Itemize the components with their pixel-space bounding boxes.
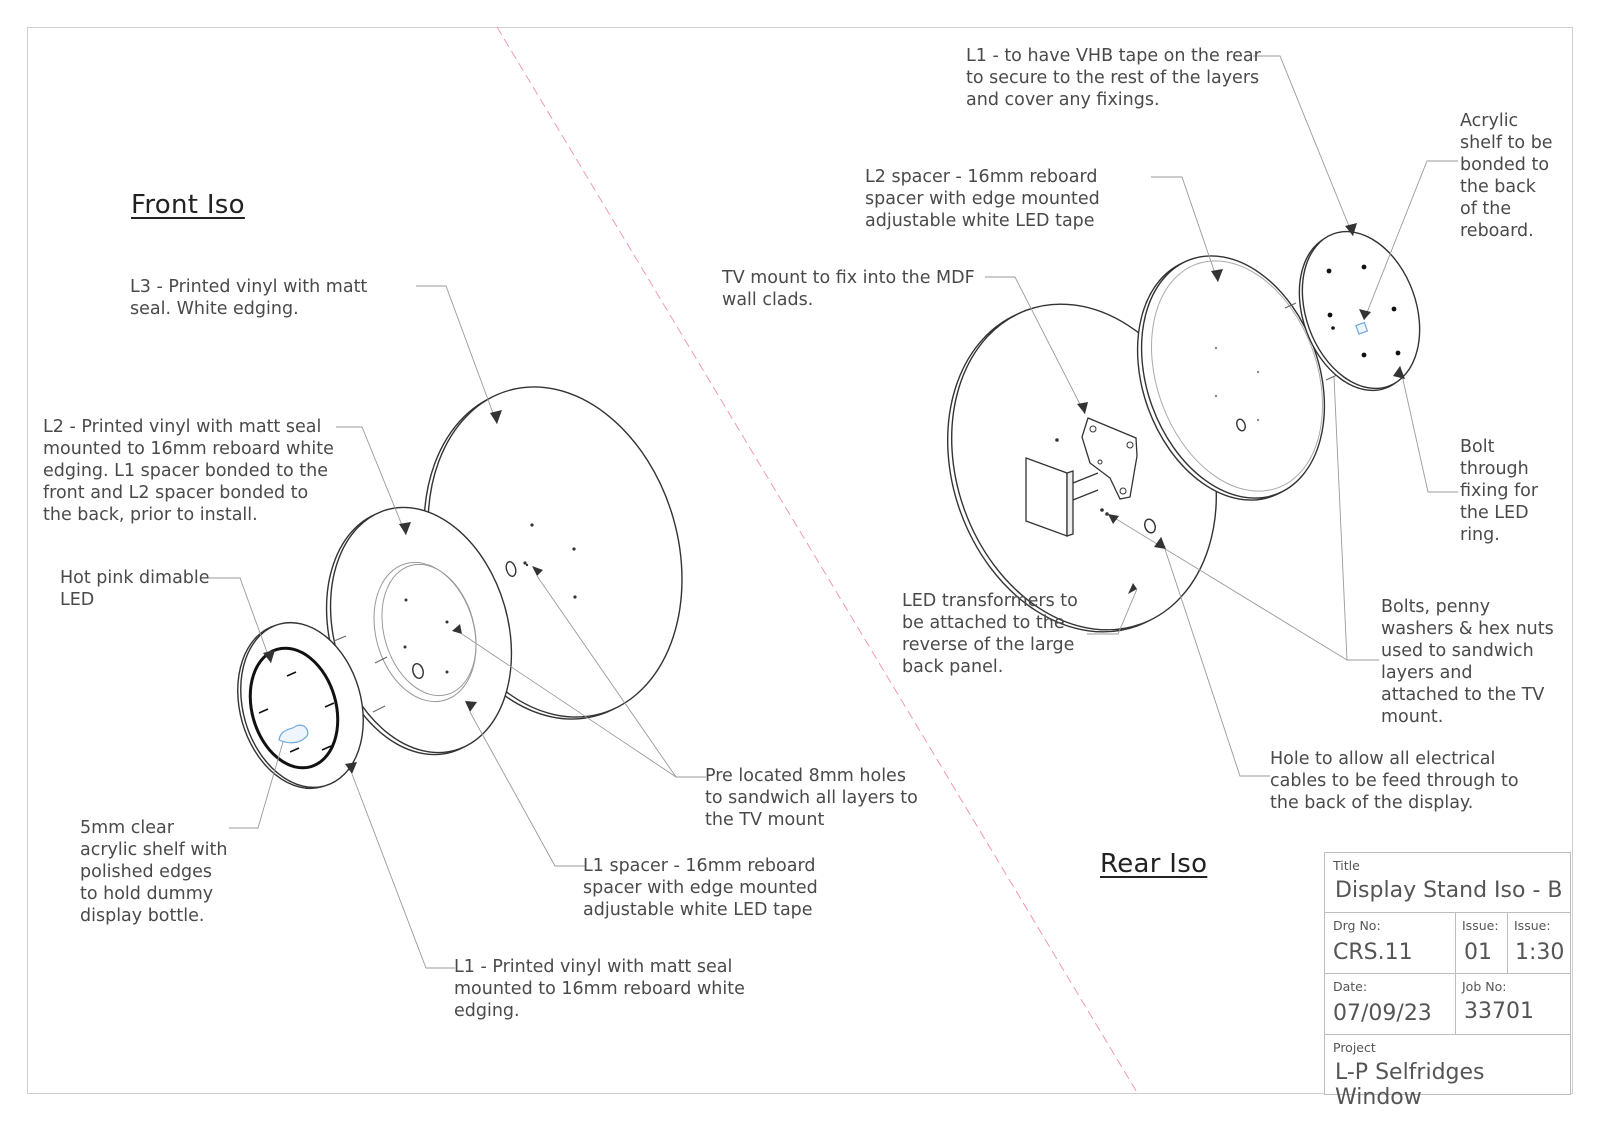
leader-bolts-1: [1334, 377, 1379, 660]
tb-drg-label: Drg No:: [1333, 918, 1381, 933]
note-acrylic-shelf-bonded: Acrylic shelf to be bonded to the back of the reboard.: [1460, 111, 1553, 241]
note-tv-mount: TV mount to fix into the MDF wall clads.: [722, 268, 975, 310]
tb-job-value: 33701: [1464, 999, 1534, 1024]
tb-title-value: Display Stand Iso - B: [1335, 878, 1563, 903]
tb-drg-value: CRS.11: [1333, 940, 1413, 965]
note-acrylic-shelf: 5mm clear acrylic shelf with polished edges to hold dummy display bottle.: [80, 818, 228, 926]
leader-vhb: [1253, 56, 1353, 236]
tb-job-cell: [1456, 974, 1570, 1034]
rear-iso-heading: Rear Iso: [1100, 849, 1208, 879]
note-cable-hole: Hole to allow all electrical cables to be feed through to the back of the display.: [1270, 749, 1519, 813]
tb-title-label: Title: [1333, 858, 1360, 873]
note-pre-located-holes: Pre located 8mm holes to sandwich all layers to the TV mount: [705, 766, 918, 830]
tb-job-label: Job No:: [1462, 979, 1507, 994]
title-block: [1324, 852, 1571, 1110]
tb-scale-label: Issue:: [1514, 918, 1551, 933]
note-led-transformers: LED transformers to be attached to the reverse of the large back panel.: [902, 591, 1078, 677]
tb-project-label: Project: [1333, 1040, 1376, 1055]
note-bolt-through: Bolt through fixing for the LED ring.: [1460, 437, 1539, 545]
note-l1-spacer: L1 spacer - 16mm reboard spacer with edge mounted adjustable white LED tape: [583, 856, 818, 920]
note-l3: L3 - Printed vinyl with matt seal. White edging.: [130, 277, 368, 319]
tb-project-value: L-P Selfridges Window: [1335, 1060, 1485, 1110]
tb-project-cell: [1325, 1035, 1570, 1110]
note-vhb-tape: L1 - to have VHB tape on the rear to secure to the rest of the layers and cover any fixings.: [966, 46, 1261, 110]
leader-bolt: [1400, 366, 1458, 492]
leader-l1: [352, 774, 455, 968]
tb-date-label: Date:: [1333, 979, 1368, 994]
tb-scale-value: 1:30: [1515, 940, 1565, 965]
tb-date-cell: [1325, 974, 1455, 1034]
tb-issue-label: Issue:: [1462, 918, 1499, 933]
tb-issue-cell: [1456, 913, 1507, 973]
tb-date-value: 07/09/23: [1333, 1001, 1432, 1026]
note-hot-pink-led: Hot pink dimable LED: [60, 568, 210, 610]
tb-scale-cell: [1508, 913, 1570, 973]
note-l2-spacer: L2 spacer - 16mm reboard spacer with edge mounted adjustable white LED tape: [865, 167, 1100, 231]
leader-l1-spacer: [470, 712, 585, 866]
front-iso-heading: Front Iso: [131, 190, 245, 220]
tb-issue-value: 01: [1464, 940, 1492, 965]
note-l2: L2 - Printed vinyl with matt seal mounted to 16mm reboard white edging. L1 spacer bonded to the front and L2 spacer bonded to the back, prior to install.: [43, 417, 334, 525]
note-l1: L1 - Printed vinyl with matt seal mounted to 16mm reboard white edging.: [454, 957, 745, 1021]
note-bolts-washers: Bolts, penny washers & hex nuts used to sandwich layers and attached to the TV mount.: [1381, 597, 1554, 727]
tb-drg-cell: [1325, 913, 1455, 973]
tb-title-cell: [1325, 853, 1570, 912]
